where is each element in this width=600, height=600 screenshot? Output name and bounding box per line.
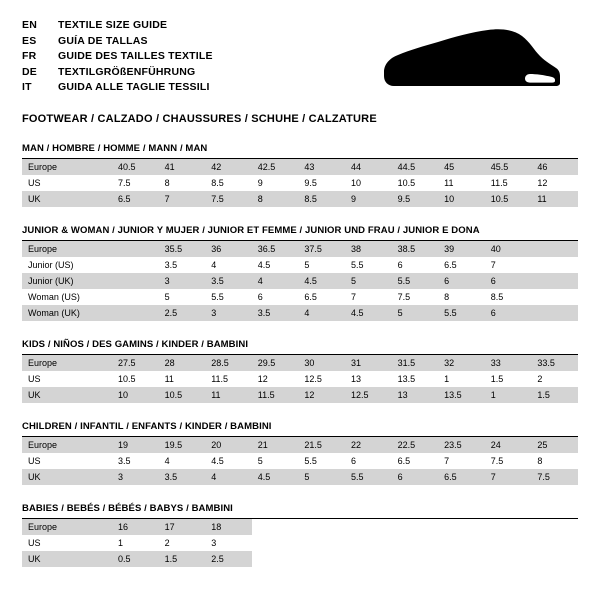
cell: 46 — [531, 159, 578, 175]
cell: 8 — [537, 456, 543, 466]
table-row — [22, 257, 578, 273]
cell: 24 — [485, 437, 532, 453]
cell: 7 — [490, 260, 496, 270]
cell: 11 — [531, 191, 578, 207]
cell: 29.5 — [252, 355, 299, 371]
cell-empty — [392, 535, 439, 551]
cell: 8 — [164, 178, 170, 188]
cell: 19 — [112, 437, 159, 453]
language-title: GUIDA ALLE TAGLIE TESSILI — [58, 81, 210, 93]
table-row — [22, 371, 578, 387]
cell: 12.5 — [345, 387, 392, 403]
cell: 45 — [438, 159, 485, 175]
cell: 10 — [112, 387, 159, 403]
section-title: MAN / HOMBRE / HOMME / MANN / MAN — [22, 143, 578, 159]
cell: 23.5 — [438, 437, 485, 453]
cell: 11.5 — [252, 387, 299, 403]
cell — [531, 273, 578, 289]
cell-empty — [298, 519, 345, 535]
cell: 5.5 — [438, 305, 485, 321]
table-row — [22, 387, 578, 403]
cell: 4.5 — [298, 273, 345, 289]
language-row — [22, 80, 213, 96]
table-row — [22, 355, 578, 371]
cell: 4.5 — [211, 456, 224, 466]
section-junior-woman — [22, 225, 578, 321]
cell: 3.5 — [159, 469, 206, 485]
cell: 41 — [159, 159, 206, 175]
cell: 5 — [257, 456, 263, 466]
cell: 11.5 — [211, 374, 229, 384]
row-label: US — [28, 456, 41, 466]
table-row — [22, 159, 578, 175]
cell: 6.5 — [438, 469, 485, 485]
cell: 28.5 — [205, 355, 252, 371]
cell — [531, 241, 578, 257]
cell-empty — [438, 519, 485, 535]
table-row — [22, 241, 578, 257]
cell: 38.5 — [392, 241, 439, 257]
cell: 6.5 — [444, 260, 457, 270]
section-title: JUNIOR & WOMAN / JUNIOR Y MUJER / JUNIOR ET FEMME / JUNIOR UND FRAU / JUNIOR E DONA — [22, 225, 578, 241]
cell: 7.5 — [490, 456, 504, 466]
cell: 7 — [444, 456, 450, 466]
cell: 8.5 — [490, 292, 504, 302]
cell: 33 — [485, 355, 532, 371]
cell: 38 — [345, 241, 392, 257]
cell-empty — [438, 551, 485, 567]
cell: 11.5 — [490, 178, 508, 188]
table-row — [22, 289, 578, 305]
cell: 7.5 — [531, 469, 578, 485]
cell: 8 — [252, 191, 299, 207]
cell: 1 — [118, 538, 124, 548]
cell: 12 — [298, 387, 345, 403]
cell: 6.5 — [112, 191, 159, 207]
language-code: ES — [22, 34, 37, 47]
table-row — [22, 305, 578, 321]
section-title: BABIES / BEBÉS / BÉBÉS / BABYS / BAMBINI — [22, 503, 578, 519]
size-table-children — [22, 437, 578, 485]
cell: 22.5 — [392, 437, 439, 453]
cell: 39 — [438, 241, 485, 257]
cell: 13 — [392, 387, 439, 403]
cell: 3 — [205, 305, 252, 321]
table-row — [22, 437, 578, 453]
cell: 45.5 — [485, 159, 532, 175]
cell-empty — [252, 551, 299, 567]
cell: 21.5 — [298, 437, 345, 453]
cell: 6 — [485, 305, 532, 321]
cell: 27.5 — [112, 355, 159, 371]
cell: 33.5 — [531, 355, 578, 371]
table-row — [22, 273, 578, 289]
cell: 1.5 — [490, 374, 504, 384]
row-label: Woman (UK) — [22, 305, 112, 321]
table-row — [22, 453, 578, 469]
cell: 10 — [438, 191, 485, 207]
table-row — [22, 469, 578, 485]
language-row — [22, 34, 213, 50]
cell — [112, 273, 159, 289]
cell: 3 — [112, 469, 159, 485]
cell: 6.5 — [304, 292, 317, 302]
table-row — [22, 519, 578, 535]
cell: 3 — [159, 273, 206, 289]
cell — [112, 289, 159, 305]
cell: 6 — [485, 273, 532, 289]
cell: 6 — [397, 260, 403, 270]
language-code: DE — [22, 65, 37, 78]
row-label: Europe — [22, 241, 112, 257]
cell-empty — [252, 535, 299, 551]
cell-empty — [345, 535, 392, 551]
cell — [531, 289, 578, 305]
cell: 7 — [159, 191, 206, 207]
cell: 31.5 — [392, 355, 439, 371]
row-label: Junior (UK) — [22, 273, 112, 289]
cell-empty — [392, 519, 439, 535]
cell: 13 — [350, 374, 361, 384]
language-title-list — [22, 18, 213, 96]
cell: 7.5 — [397, 292, 411, 302]
cell: 20 — [205, 437, 252, 453]
cell: 10.5 — [118, 374, 136, 384]
table-row — [22, 535, 578, 551]
row-label: UK — [22, 469, 112, 485]
dress-shoe-icon — [380, 24, 560, 99]
cell: 44 — [345, 159, 392, 175]
cell: 19.5 — [159, 437, 206, 453]
cell: 8 — [444, 292, 450, 302]
cell — [112, 305, 159, 321]
cell: 3.5 — [164, 260, 178, 270]
cell: 2.5 — [205, 551, 252, 567]
cell: 6 — [438, 273, 485, 289]
cell: 42.5 — [252, 159, 299, 175]
row-label: Europe — [22, 519, 112, 535]
cell: 0.5 — [112, 551, 159, 567]
cell: 4 — [298, 305, 345, 321]
cell: 5 — [304, 260, 310, 270]
cell: 7.5 — [118, 178, 131, 188]
row-label: UK — [22, 387, 112, 403]
cell: 1.5 — [159, 551, 206, 567]
cell: 44.5 — [392, 159, 439, 175]
cell: 22 — [345, 437, 392, 453]
cell: 12.5 — [304, 374, 322, 384]
cell: 4 — [164, 456, 170, 466]
cell: 3.5 — [205, 273, 252, 289]
cell — [531, 305, 578, 321]
language-row — [22, 65, 213, 81]
cell: 5.5 — [211, 292, 224, 302]
cell-empty — [252, 519, 299, 535]
language-code: FR — [22, 50, 37, 62]
table-row — [22, 175, 578, 191]
cell — [112, 241, 159, 257]
cell: 1 — [444, 374, 450, 384]
table-row — [22, 551, 578, 567]
cell: 9 — [345, 191, 392, 207]
cell: 5.5 — [392, 273, 439, 289]
cell: 10.5 — [159, 387, 206, 403]
cell: 11 — [205, 387, 252, 403]
row-label: UK — [22, 551, 112, 567]
cell — [112, 257, 159, 273]
size-table-babies — [22, 519, 578, 567]
language-title: GUIDE DES TAILLES TEXTILE — [58, 50, 213, 62]
cell: 13.5 — [397, 374, 416, 384]
cell: 11 — [164, 374, 174, 384]
cell: 5.5 — [304, 456, 317, 466]
cell: 11 — [444, 178, 454, 188]
cell: 7.5 — [205, 191, 252, 207]
cell: 18 — [205, 519, 252, 535]
row-label: US — [28, 178, 41, 188]
cell: 2 — [164, 538, 170, 548]
row-label: UK — [22, 191, 112, 207]
cell: 5 — [392, 305, 439, 321]
category-heading: FOOTWEAR / CALZADO / CHAUSSURES / SCHUHE / CALZATURE — [22, 113, 377, 125]
cell: 4 — [252, 273, 299, 289]
size-table-kids — [22, 355, 578, 403]
cell-empty — [298, 535, 345, 551]
row-label: US — [28, 374, 41, 384]
cell-empty — [345, 551, 392, 567]
cell: 12 — [257, 374, 268, 384]
cell: 5.5 — [350, 260, 364, 270]
language-row — [22, 18, 213, 34]
cell: 1.5 — [531, 387, 578, 403]
cell: 9.5 — [304, 178, 317, 188]
table-row — [22, 191, 578, 207]
section-title: CHILDREN / INFANTIL / ENFANTS / KINDER / BAMBINI — [22, 421, 578, 437]
page-header — [22, 18, 578, 99]
language-row — [22, 49, 213, 65]
cell: 6 — [257, 292, 263, 302]
section-babies — [22, 503, 578, 567]
language-title: GUÍA DE TALLAS — [58, 34, 148, 47]
cell-empty — [531, 535, 578, 551]
language-code: EN — [22, 19, 37, 31]
cell: 10.5 — [485, 191, 532, 207]
cell: 32 — [438, 355, 485, 371]
cell: 3 — [211, 538, 217, 548]
cell: 5 — [345, 273, 392, 289]
cell-empty — [345, 519, 392, 535]
language-title: TEXTILGRÖßENFÜHRUNG — [58, 65, 196, 78]
cell: 4.5 — [252, 469, 299, 485]
cell: 3.5 — [252, 305, 299, 321]
cell: 1 — [485, 387, 532, 403]
row-label: Europe — [22, 437, 112, 453]
cell: 25 — [531, 437, 578, 453]
cell-empty — [392, 551, 439, 567]
cell: 30 — [298, 355, 345, 371]
language-title: TEXTILE SIZE GUIDE — [58, 19, 168, 31]
cell: 9.5 — [392, 191, 439, 207]
cell: 6 — [350, 456, 356, 466]
cell: 5 — [164, 292, 170, 302]
cell: 7 — [350, 292, 356, 302]
section-man — [22, 143, 578, 207]
cell: 36 — [205, 241, 252, 257]
cell: 21 — [252, 437, 299, 453]
cell: 35.5 — [159, 241, 206, 257]
cell: 6.5 — [397, 456, 411, 466]
size-table-junior-woman — [22, 241, 578, 321]
cell: 36.5 — [252, 241, 299, 257]
cell-empty — [298, 551, 345, 567]
cell: 9 — [257, 178, 263, 188]
cell: 42 — [205, 159, 252, 175]
cell — [531, 257, 578, 273]
language-code: IT — [22, 81, 32, 93]
cell: 40.5 — [112, 159, 159, 175]
cell-empty — [531, 551, 578, 567]
row-label: Europe — [22, 355, 112, 371]
cell-empty — [531, 519, 578, 535]
cell-empty — [438, 535, 485, 551]
cell: 2 — [537, 374, 543, 384]
cell: 17 — [159, 519, 206, 535]
cell: 4.5 — [345, 305, 392, 321]
size-table-man — [22, 159, 578, 207]
cell: 10.5 — [397, 178, 416, 188]
cell: 4 — [205, 469, 252, 485]
section-kids — [22, 339, 578, 403]
cell-empty — [485, 551, 532, 567]
cell: 12 — [537, 178, 548, 188]
cell: 43 — [298, 159, 345, 175]
cell: 2.5 — [159, 305, 206, 321]
cell: 6 — [392, 469, 439, 485]
row-label: Europe — [22, 159, 112, 175]
section-children — [22, 421, 578, 485]
cell: 31 — [345, 355, 392, 371]
cell: 4.5 — [257, 260, 271, 270]
row-label: US — [28, 538, 41, 548]
cell: 16 — [112, 519, 159, 535]
row-label: Junior (US) — [28, 260, 74, 270]
cell: 5 — [298, 469, 345, 485]
cell: 37.5 — [298, 241, 345, 257]
cell: 8.5 — [298, 191, 345, 207]
cell: 10 — [350, 178, 361, 188]
row-label: Woman (US) — [28, 292, 80, 302]
cell: 13.5 — [438, 387, 485, 403]
cell: 8.5 — [211, 178, 224, 188]
cell: 28 — [159, 355, 206, 371]
cell: 5.5 — [345, 469, 392, 485]
cell-empty — [485, 535, 532, 551]
section-title: KIDS / NIÑOS / DES GAMINS / KINDER / BAMBINI — [22, 339, 578, 355]
cell: 40 — [485, 241, 532, 257]
cell: 3.5 — [118, 456, 131, 466]
cell: 4 — [211, 260, 217, 270]
cell-empty — [485, 519, 532, 535]
cell: 7 — [485, 469, 532, 485]
